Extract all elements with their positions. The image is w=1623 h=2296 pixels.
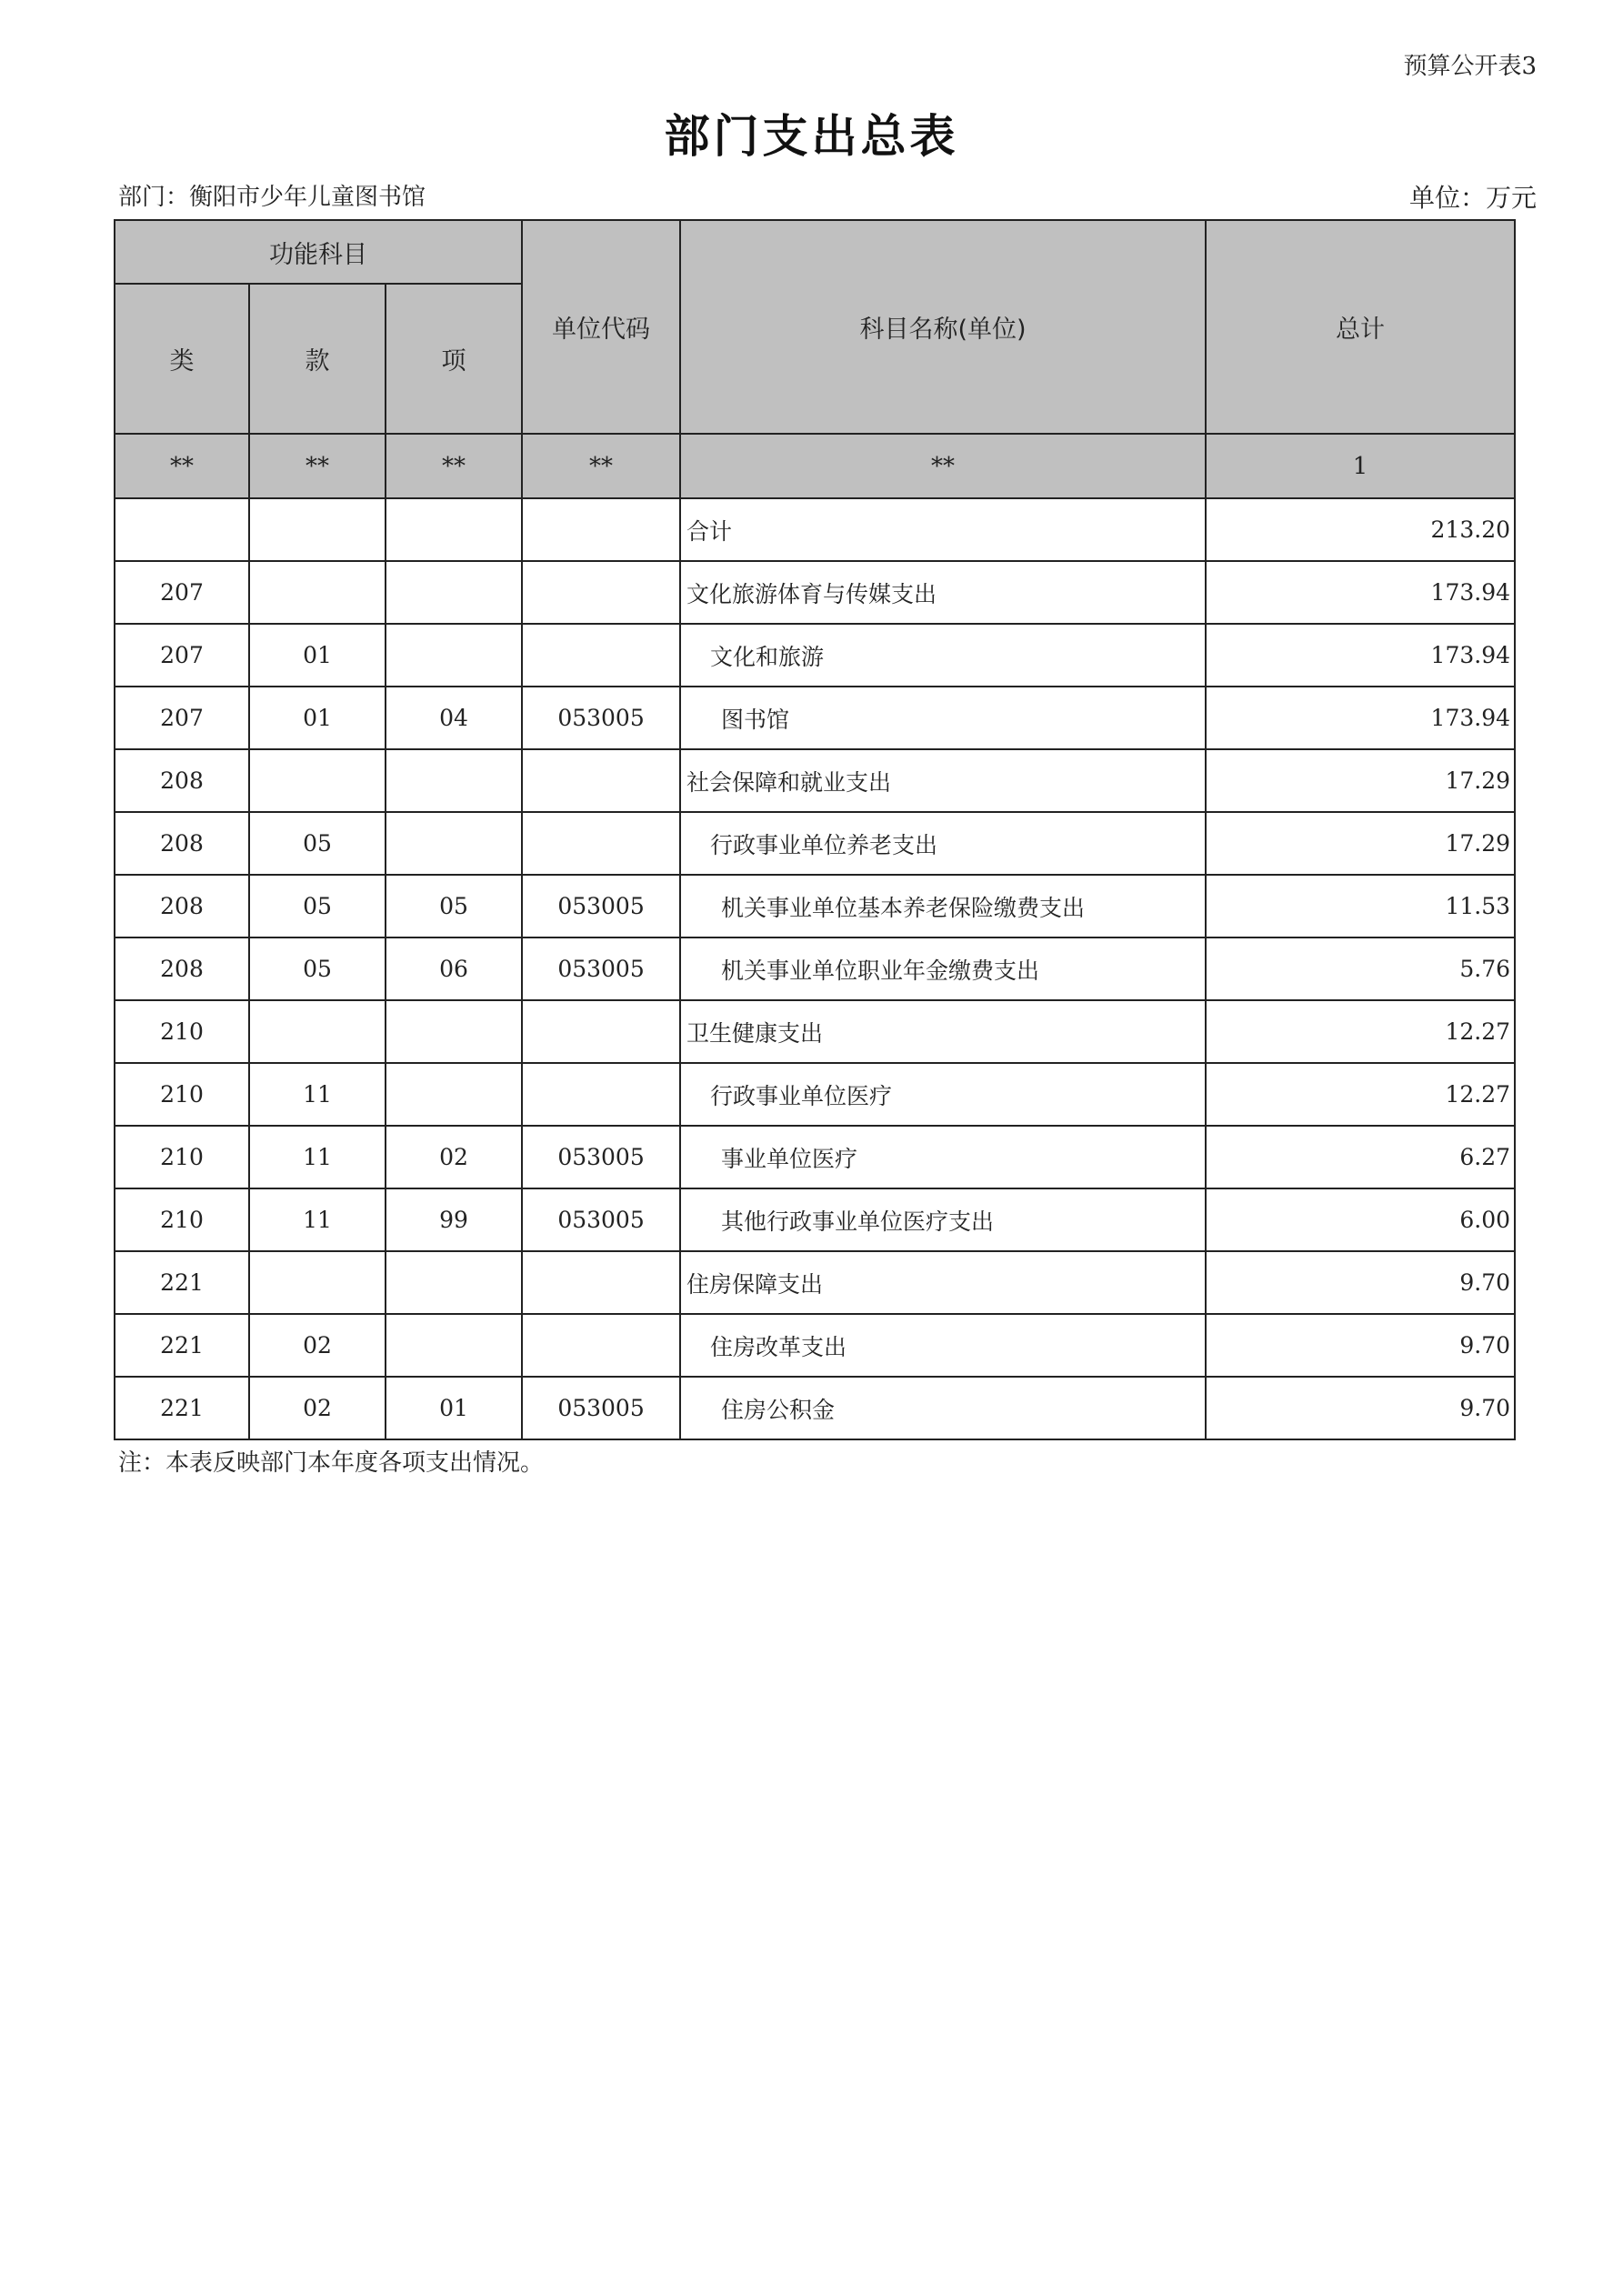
cell-subject-name: 住房公积金: [680, 1377, 1206, 1439]
cell-subject-name: 住房保障支出: [680, 1251, 1206, 1314]
table-row: [115, 1314, 1515, 1377]
cell-kuan: [249, 1251, 386, 1314]
footnote: 注：本表反映部门本年度各项支出情况。: [118, 1449, 545, 1477]
cell-xiang: 02: [386, 1126, 522, 1188]
cell-kuan: 02: [249, 1314, 386, 1377]
header-subject-name: 科目名称(单位): [680, 220, 1206, 434]
table-row: [115, 498, 1515, 561]
cell-unit-code: [522, 1063, 680, 1126]
cell-lei: 207: [115, 687, 249, 749]
cell-kuan: [249, 1000, 386, 1063]
cell-total: 6.27: [1206, 1126, 1515, 1188]
table-row: [115, 1251, 1515, 1314]
header-lei: 类: [115, 284, 249, 434]
cell-unit-code: [522, 624, 680, 687]
cell-kuan: 05: [249, 875, 386, 937]
cell-kuan: 05: [249, 937, 386, 1000]
cell-lei: 207: [115, 561, 249, 624]
department-label: 部门：衡阳市少年儿童图书馆: [118, 184, 426, 211]
cell-unit-code: 053005: [522, 1126, 680, 1188]
cell-lei: [115, 498, 249, 561]
cell-xiang: [386, 1251, 522, 1314]
cell-kuan: 01: [249, 624, 386, 687]
cell-xiang: [386, 624, 522, 687]
cell-xiang: 01: [386, 1377, 522, 1439]
cell-lei: 208: [115, 875, 249, 937]
cell-total: 173.94: [1206, 687, 1515, 749]
cell-lei: 210: [115, 1000, 249, 1063]
cell-xiang: 99: [386, 1188, 522, 1251]
table-row: [115, 1126, 1515, 1188]
cell-lei: 208: [115, 749, 249, 812]
cell-subject-name: 图书馆: [680, 687, 1206, 749]
unit-label: 单位：万元: [1408, 183, 1537, 213]
cell-kuan: 01: [249, 687, 386, 749]
header-xiang: 项: [386, 284, 522, 434]
cell-unit-code: [522, 1251, 680, 1314]
cell-xiang: 04: [386, 687, 522, 749]
table-row: [115, 875, 1515, 937]
cell-lei: 208: [115, 937, 249, 1000]
table-row: [115, 687, 1515, 749]
cell-total: 173.94: [1206, 561, 1515, 624]
cell-kuan: 11: [249, 1126, 386, 1188]
cell-lei: 221: [115, 1314, 249, 1377]
page-title: 部门支出总表: [664, 110, 959, 163]
cell-total: 9.70: [1206, 1251, 1515, 1314]
cell-kuan: 02: [249, 1377, 386, 1439]
cell-total: 5.76: [1206, 937, 1515, 1000]
cell-kuan: [249, 561, 386, 624]
cell-total: 173.94: [1206, 624, 1515, 687]
cell-subject-name: 其他行政事业单位医疗支出: [680, 1188, 1206, 1251]
cell-xiang: [386, 1314, 522, 1377]
cell-total: 11.53: [1206, 875, 1515, 937]
cell-subject-name: 合计: [680, 498, 1206, 561]
code-lei: **: [115, 434, 249, 498]
cell-total: 17.29: [1206, 812, 1515, 875]
cell-lei: 221: [115, 1251, 249, 1314]
cell-kuan: [249, 498, 386, 561]
cell-subject-name: 行政事业单位医疗: [680, 1063, 1206, 1126]
expenditure-table: [114, 219, 1516, 1440]
table-body: [115, 498, 1515, 1439]
cell-xiang: [386, 561, 522, 624]
cell-unit-code: 053005: [522, 687, 680, 749]
cell-subject-name: 卫生健康支出: [680, 1000, 1206, 1063]
cell-unit-code: [522, 1000, 680, 1063]
code-xiang: **: [386, 434, 522, 498]
cell-lei: 210: [115, 1188, 249, 1251]
cell-xiang: [386, 1063, 522, 1126]
code-subject-name: **: [680, 434, 1206, 498]
cell-lei: 208: [115, 812, 249, 875]
cell-total: 17.29: [1206, 749, 1515, 812]
code-total: 1: [1206, 434, 1515, 498]
cell-xiang: 05: [386, 875, 522, 937]
cell-subject-name: 文化和旅游: [680, 624, 1206, 687]
cell-total: 9.70: [1206, 1377, 1515, 1439]
code-kuan: **: [249, 434, 386, 498]
table-row: [115, 1000, 1515, 1063]
code-unit-code: **: [522, 434, 680, 498]
cell-unit-code: 053005: [522, 1188, 680, 1251]
cell-unit-code: [522, 561, 680, 624]
table-row: [115, 749, 1515, 812]
cell-lei: 210: [115, 1063, 249, 1126]
cell-lei: 207: [115, 624, 249, 687]
cell-unit-code: [522, 749, 680, 812]
table-row: [115, 937, 1515, 1000]
cell-lei: 221: [115, 1377, 249, 1439]
cell-kuan: 11: [249, 1188, 386, 1251]
table-row: [115, 561, 1515, 624]
header-total: 总计: [1206, 220, 1515, 434]
cell-total: 9.70: [1206, 1314, 1515, 1377]
cell-total: 12.27: [1206, 1000, 1515, 1063]
cell-unit-code: 053005: [522, 937, 680, 1000]
cell-unit-code: 053005: [522, 875, 680, 937]
cell-subject-name: 住房改革支出: [680, 1314, 1206, 1377]
cell-unit-code: [522, 812, 680, 875]
cell-subject-name: 机关事业单位基本养老保险缴费支出: [680, 875, 1206, 937]
table-row: [115, 1063, 1515, 1126]
cell-unit-code: 053005: [522, 1377, 680, 1439]
table-row: [115, 812, 1515, 875]
cell-subject-name: 社会保障和就业支出: [680, 749, 1206, 812]
form-code: 预算公开表3: [1403, 53, 1537, 80]
cell-xiang: [386, 812, 522, 875]
cell-unit-code: [522, 498, 680, 561]
table-row: [115, 1188, 1515, 1251]
cell-kuan: 05: [249, 812, 386, 875]
cell-xiang: [386, 498, 522, 561]
cell-unit-code: [522, 1314, 680, 1377]
table-row: [115, 1377, 1515, 1439]
cell-kuan: 11: [249, 1063, 386, 1126]
cell-xiang: 06: [386, 937, 522, 1000]
cell-total: 213.20: [1206, 498, 1515, 561]
cell-xiang: [386, 1000, 522, 1063]
cell-xiang: [386, 749, 522, 812]
table-row: [115, 624, 1515, 687]
cell-subject-name: 机关事业单位职业年金缴费支出: [680, 937, 1206, 1000]
cell-subject-name: 行政事业单位养老支出: [680, 812, 1206, 875]
cell-total: 12.27: [1206, 1063, 1515, 1126]
cell-subject-name: 文化旅游体育与传媒支出: [680, 561, 1206, 624]
cell-kuan: [249, 749, 386, 812]
cell-subject-name: 事业单位医疗: [680, 1126, 1206, 1188]
cell-lei: 210: [115, 1126, 249, 1188]
header-kuan: 款: [249, 284, 386, 434]
header-function-subject: 功能科目: [115, 220, 522, 284]
cell-total: 6.00: [1206, 1188, 1515, 1251]
header-unit-code: 单位代码: [522, 220, 680, 434]
